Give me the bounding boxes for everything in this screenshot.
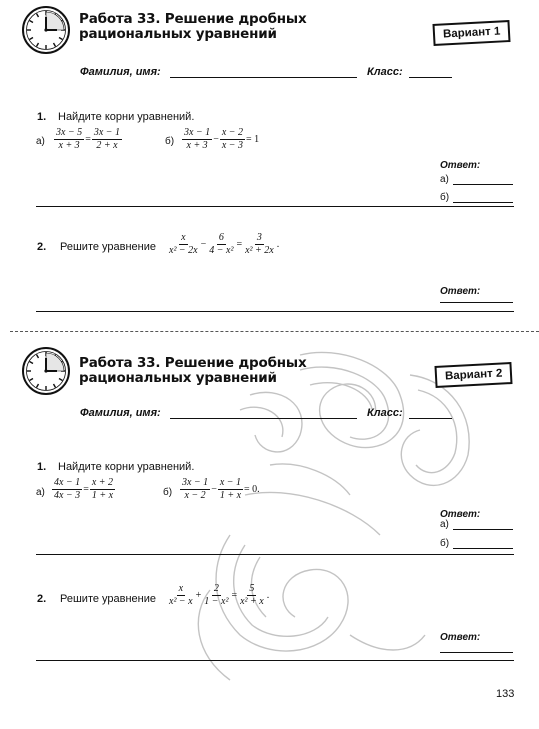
fraction: $\frac{x - 1}{1 + x}$ [219, 477, 242, 501]
answer-a-field[interactable] [453, 184, 513, 185]
class-label: Класс: [367, 407, 403, 419]
name-label: Фамилия, имя: [80, 66, 161, 78]
section-divider [36, 206, 514, 207]
variant-badge: Вариант 2 [434, 362, 512, 388]
fraction: $\frac{3x - 1}{x + 3}$ [184, 127, 211, 151]
section-divider [36, 660, 514, 661]
fraction: $\frac{x}{\text{x² − x}}$ [169, 583, 193, 607]
fraction: $\frac{3x - 1}{x - 2}$ [182, 477, 209, 501]
fraction: $\frac{2}{\text{1 − x²}}$ [204, 583, 229, 607]
question-text: Найдите корни уравнений. [58, 461, 195, 473]
answer-b-label: б) [440, 538, 450, 549]
answer-a-label: а) [440, 174, 449, 185]
equation-a: $\frac{4x - 1}{4x - 3}$ = $\frac{x + 2}{1 + x}$ [54, 477, 114, 501]
question-number: 1. [37, 461, 47, 473]
name-field[interactable] [170, 77, 357, 78]
answer-b-label: б) [440, 192, 450, 203]
answer-field[interactable] [440, 302, 513, 303]
question-number: 2. [37, 241, 47, 253]
name-field[interactable] [170, 418, 357, 419]
question-text: Решите уравнение [60, 593, 157, 605]
watermark-scribble [150, 335, 490, 695]
fraction: $\frac{6}{\text{4 − x²}}$ [209, 232, 234, 256]
clock-icon [20, 345, 72, 397]
question-text: Решите уравнение [60, 241, 157, 253]
fraction: $\frac{x}{\text{x² − 2x}}$ [169, 232, 198, 256]
answer-label: Ответ: [440, 286, 481, 297]
class-field[interactable] [409, 418, 452, 419]
section-divider [36, 554, 514, 555]
fraction: $\frac{3}{\text{x² + 2x}}$ [245, 232, 274, 256]
equation-a: $\frac{3x - 5}{x + 3}$ = $\frac{3x - 1}{2 + x}$ [56, 127, 121, 151]
clock-icon [20, 4, 72, 56]
subitem-label-b: б) [165, 136, 175, 147]
equation-2: $\frac{x}{\text{x² − 2x}}$ − $\frac{6}{\text{4 − x²}}$ = $\frac{3}{\text{x² + 2x}}$ . [169, 232, 280, 256]
subitem-label-b: б) [163, 487, 173, 498]
answer-label: Ответ: [440, 632, 481, 643]
fraction: $\frac{3x - 5}{x + 3}$ [56, 127, 83, 151]
subitem-label-a: а) [36, 487, 45, 498]
subitem-label-a: а) [36, 136, 45, 147]
question-number: 1. [37, 111, 47, 123]
answer-label: Ответ: [440, 509, 481, 520]
class-field[interactable] [409, 77, 452, 78]
answer-b-field[interactable] [453, 202, 513, 203]
answer-a-field[interactable] [453, 529, 513, 530]
equation-2: $\frac{x}{\text{x² − x}}$ + $\frac{2}{\text{1 − x²}}$ = $\frac{5}{\text{x² + x}}$ . [169, 583, 270, 607]
question-number: 2. [37, 593, 47, 605]
fraction: $\frac{x + 2}{1 + x}$ [91, 477, 114, 501]
worksheet-title: Работа 33. Решение дробных рациональных уравнений [79, 355, 307, 386]
equation-b: $\frac{3x - 1}{x - 2}$ − $\frac{x - 1}{1 + x}$ = 0. [182, 477, 260, 501]
fraction: $\frac{x - 2}{x - 3}$ [221, 127, 244, 151]
fraction: $\frac{5}{\text{x² + x}}$ [240, 583, 264, 607]
fraction: $\frac{3x - 1}{2 + x}$ [93, 127, 121, 151]
answer-field[interactable] [440, 652, 513, 653]
page-number: 133 [496, 688, 515, 700]
variant-badge: Вариант 1 [432, 20, 510, 46]
name-label: Фамилия, имя: [80, 407, 161, 419]
answer-a-label: а) [440, 519, 449, 530]
question-text: Найдите корни уравнений. [58, 111, 195, 123]
worksheet-title: Работа 33. Решение дробных рациональных уравнений [79, 11, 307, 42]
answer-label: Ответ: [440, 160, 481, 171]
section-divider [36, 311, 514, 312]
equation-b: $\frac{3x - 1}{x + 3}$ − $\frac{x - 2}{x - 3}$ = 1 [184, 127, 260, 151]
class-label: Класс: [367, 66, 403, 78]
fraction: $\frac{4x - 1}{4x - 3}$ [54, 477, 81, 501]
answer-b-field[interactable] [453, 548, 513, 549]
cut-line [10, 331, 539, 332]
